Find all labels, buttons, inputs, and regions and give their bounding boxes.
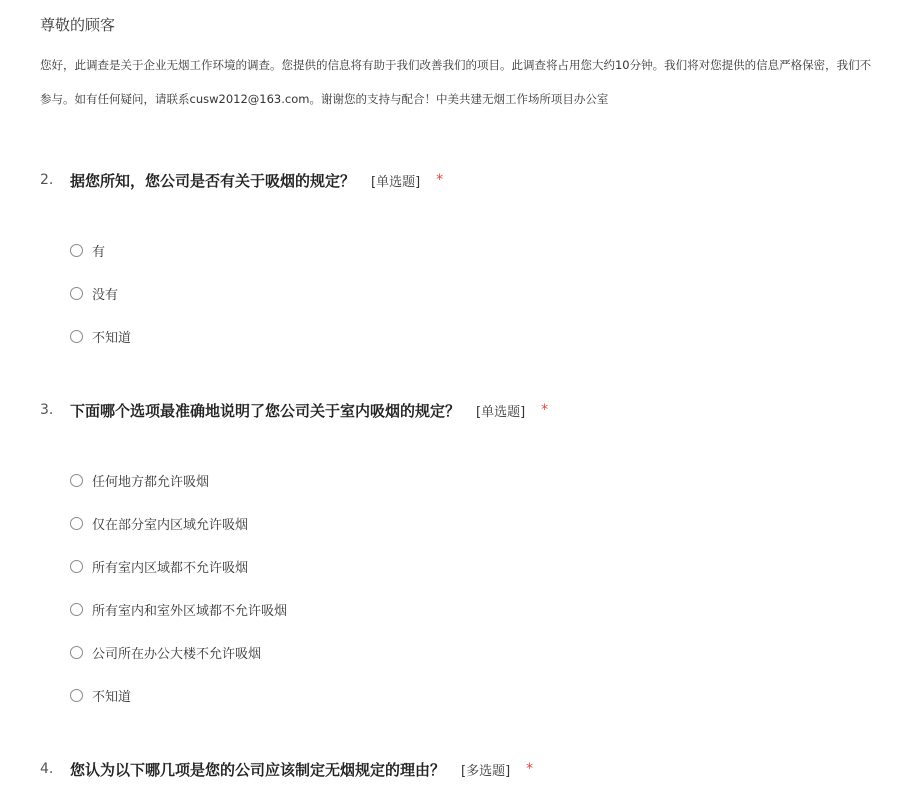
radio-button[interactable] [70, 287, 83, 300]
q3-option-4[interactable] [70, 599, 287, 619]
option-label: 仅在部分室内区域允许吸烟 [92, 517, 249, 533]
q2-option-2[interactable] [70, 283, 118, 303]
survey-intro-line-2: 参与。如有任何疑问，请联系cusw2012@163.com。谢谢您的支持与配合！中美共建无烟工作场所项目办公室 [40, 92, 609, 106]
radio-button[interactable] [70, 689, 83, 702]
radio-button[interactable] [70, 330, 83, 343]
survey-greeting: 尊敬的顾客 [40, 16, 116, 34]
radio-button[interactable] [70, 603, 83, 616]
question-3 [40, 398, 548, 422]
q3-option-5[interactable] [70, 642, 261, 662]
option-label: 不知道 [92, 330, 132, 346]
question-title: 您认为以下哪几项是您的公司应该制定无烟规定的理由？ [70, 760, 446, 779]
q3-option-3[interactable] [70, 556, 248, 576]
question-title: 下面哪个选项最准确地说明了您公司关于室内吸烟的规定？ [70, 401, 461, 420]
required-marker: * [526, 761, 534, 777]
q2-option-3[interactable] [70, 326, 131, 346]
radio-button[interactable] [70, 474, 83, 487]
required-marker: * [541, 402, 549, 418]
question-number: 2. [40, 172, 54, 188]
q3-option-1[interactable] [70, 470, 209, 490]
survey-intro-line-1: 您好，此调查是关于企业无烟工作环境的调查。您提供的信息将有助于我们改善我们的项目。此调查将占用您大约10分钟。我们将对您提供的信息严格保密，我们不 [40, 58, 872, 72]
question-type-badge: [多选题] [461, 763, 511, 779]
question-type-badge: [单选题] [371, 174, 421, 190]
question-2 [40, 168, 443, 192]
option-label: 公司所在办公大楼不允许吸烟 [92, 646, 262, 662]
question-type-badge: [单选题] [476, 404, 526, 420]
question-4 [40, 757, 533, 781]
option-label: 所有室内和室外区域都不允许吸烟 [92, 603, 288, 619]
option-label: 任何地方都允许吸烟 [92, 474, 210, 490]
option-label: 有 [92, 244, 106, 260]
radio-button[interactable] [70, 244, 83, 257]
q3-option-2[interactable] [70, 513, 248, 533]
radio-button[interactable] [70, 560, 83, 573]
question-number: 3. [40, 402, 54, 418]
q3-option-6[interactable] [70, 685, 131, 705]
option-label: 不知道 [92, 689, 132, 705]
question-title: 据您所知，您公司是否有关于吸烟的规定？ [70, 171, 356, 190]
radio-button[interactable] [70, 646, 83, 659]
q2-option-1[interactable] [70, 240, 105, 260]
option-label: 没有 [92, 287, 119, 303]
radio-button[interactable] [70, 517, 83, 530]
question-number: 4. [40, 761, 54, 777]
option-label: 所有室内区域都不允许吸烟 [92, 560, 249, 576]
required-marker: * [436, 172, 444, 188]
